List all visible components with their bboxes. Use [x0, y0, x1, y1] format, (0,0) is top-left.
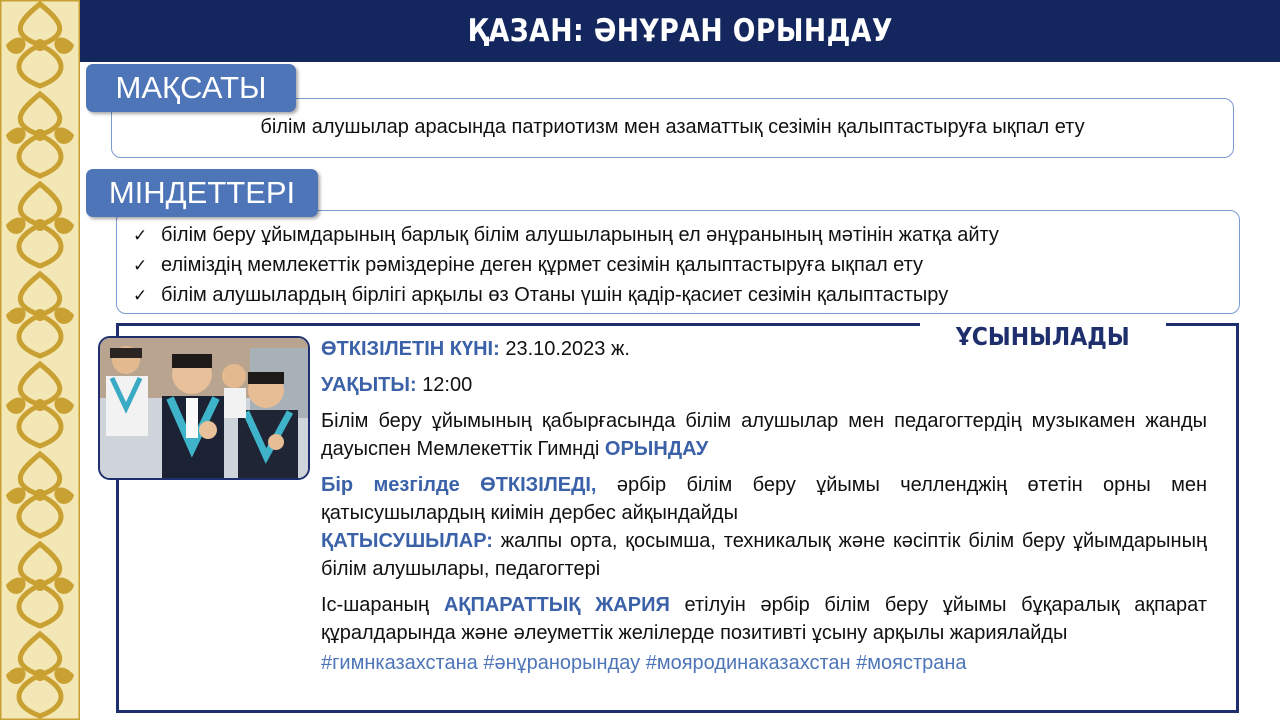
tasks-tab: МІНДЕТТЕРІ — [86, 169, 318, 217]
ornament-pattern — [0, 0, 80, 720]
task-item — [133, 251, 999, 281]
recommendation-label — [920, 318, 1166, 354]
publicity-highlight: АҚПАРАТТЫҚ ЖАРИЯ — [443, 594, 670, 616]
simultaneous-text: әрбір білім беру ұйымы челленджің өтетін орны мен қатысушылардың киімін дербес айқындайды — [321, 474, 1207, 524]
publicity-paragraph — [321, 591, 1207, 647]
title-banner — [80, 0, 1280, 62]
date-label: ӨТКІЗІЛЕТІН КҮНІ: — [321, 338, 500, 360]
hashtags: #гимнказахстана #әнұранорындау #мояродинаказахстан #моястрана — [321, 652, 967, 674]
participants-highlight: ҚАТЫСУШЫЛАР: — [321, 530, 493, 552]
task-text: білім беру ұйымдарының барлық білім алушыларының ел әнұранының мәтінін жатқа айту — [161, 224, 999, 246]
students-photo — [98, 336, 310, 480]
ornament-border — [0, 0, 80, 720]
participants-text: жалпы орта, қосымша, техникалық және кәсіптік білім беру ұйымдарының білім алушылары, педагогтері — [321, 530, 1208, 580]
perform-highlight: ОРЫНДАУ — [604, 438, 709, 460]
perform-text: Білім беру ұйымының қабырғасында білім алушылар мен педагогтердің музыкамен жанды дауыспен Мемлекеттік Гимнді — [321, 410, 1207, 460]
publicity-text-after: етілуін әрбір білім беру ұйымы бұқаралық ақпарат құралдарында және әлеуметтік желілерде позитивті ұсыну арқылы жариялайды — [321, 594, 1208, 644]
goal-tab: МАҚСАТЫ — [86, 64, 296, 112]
time-row — [321, 371, 1207, 399]
simultaneous-paragraph — [321, 471, 1207, 527]
simultaneous-highlight: Бір мезгілде ӨТКІЗІЛЕДІ, — [321, 474, 597, 496]
perform-paragraph — [321, 407, 1207, 463]
tasks-box — [116, 210, 1240, 314]
task-text: білім алушылардың бірлігі арқылы өз Отаны үшін қадір-қасиет сезімін қалыптастыру — [161, 284, 949, 306]
task-list — [133, 221, 999, 311]
task-item — [133, 281, 999, 311]
goal-text: білім алушылар арасында патриотизм мен азаматтық сезімін қалыптастыруға ықпал ету — [260, 116, 1085, 138]
date-value: 23.10.2023 ж. — [505, 338, 630, 360]
participants-paragraph — [321, 527, 1207, 583]
check-icon: ✓ — [133, 286, 148, 306]
page-title: ҚАЗАН: ӘНҰРАН ОРЫНДАУ — [467, 13, 893, 49]
time-value: 12:00 — [422, 374, 473, 396]
recommendation-label-text: ҰСЫНЫЛАДЫ — [956, 322, 1130, 351]
task-item — [133, 221, 999, 251]
time-label: УАҚЫТЫ: — [321, 374, 417, 396]
publicity-text-before: Іс-шараның — [321, 594, 430, 616]
recommendation-content — [321, 335, 1207, 677]
check-icon: ✓ — [133, 226, 148, 246]
check-icon: ✓ — [133, 256, 148, 276]
students-photo-illustration — [100, 338, 308, 478]
task-text: еліміздің мемлекеттік рәміздеріне деген құрмет сезімін қалыптастыруға ықпал ету — [161, 254, 924, 276]
